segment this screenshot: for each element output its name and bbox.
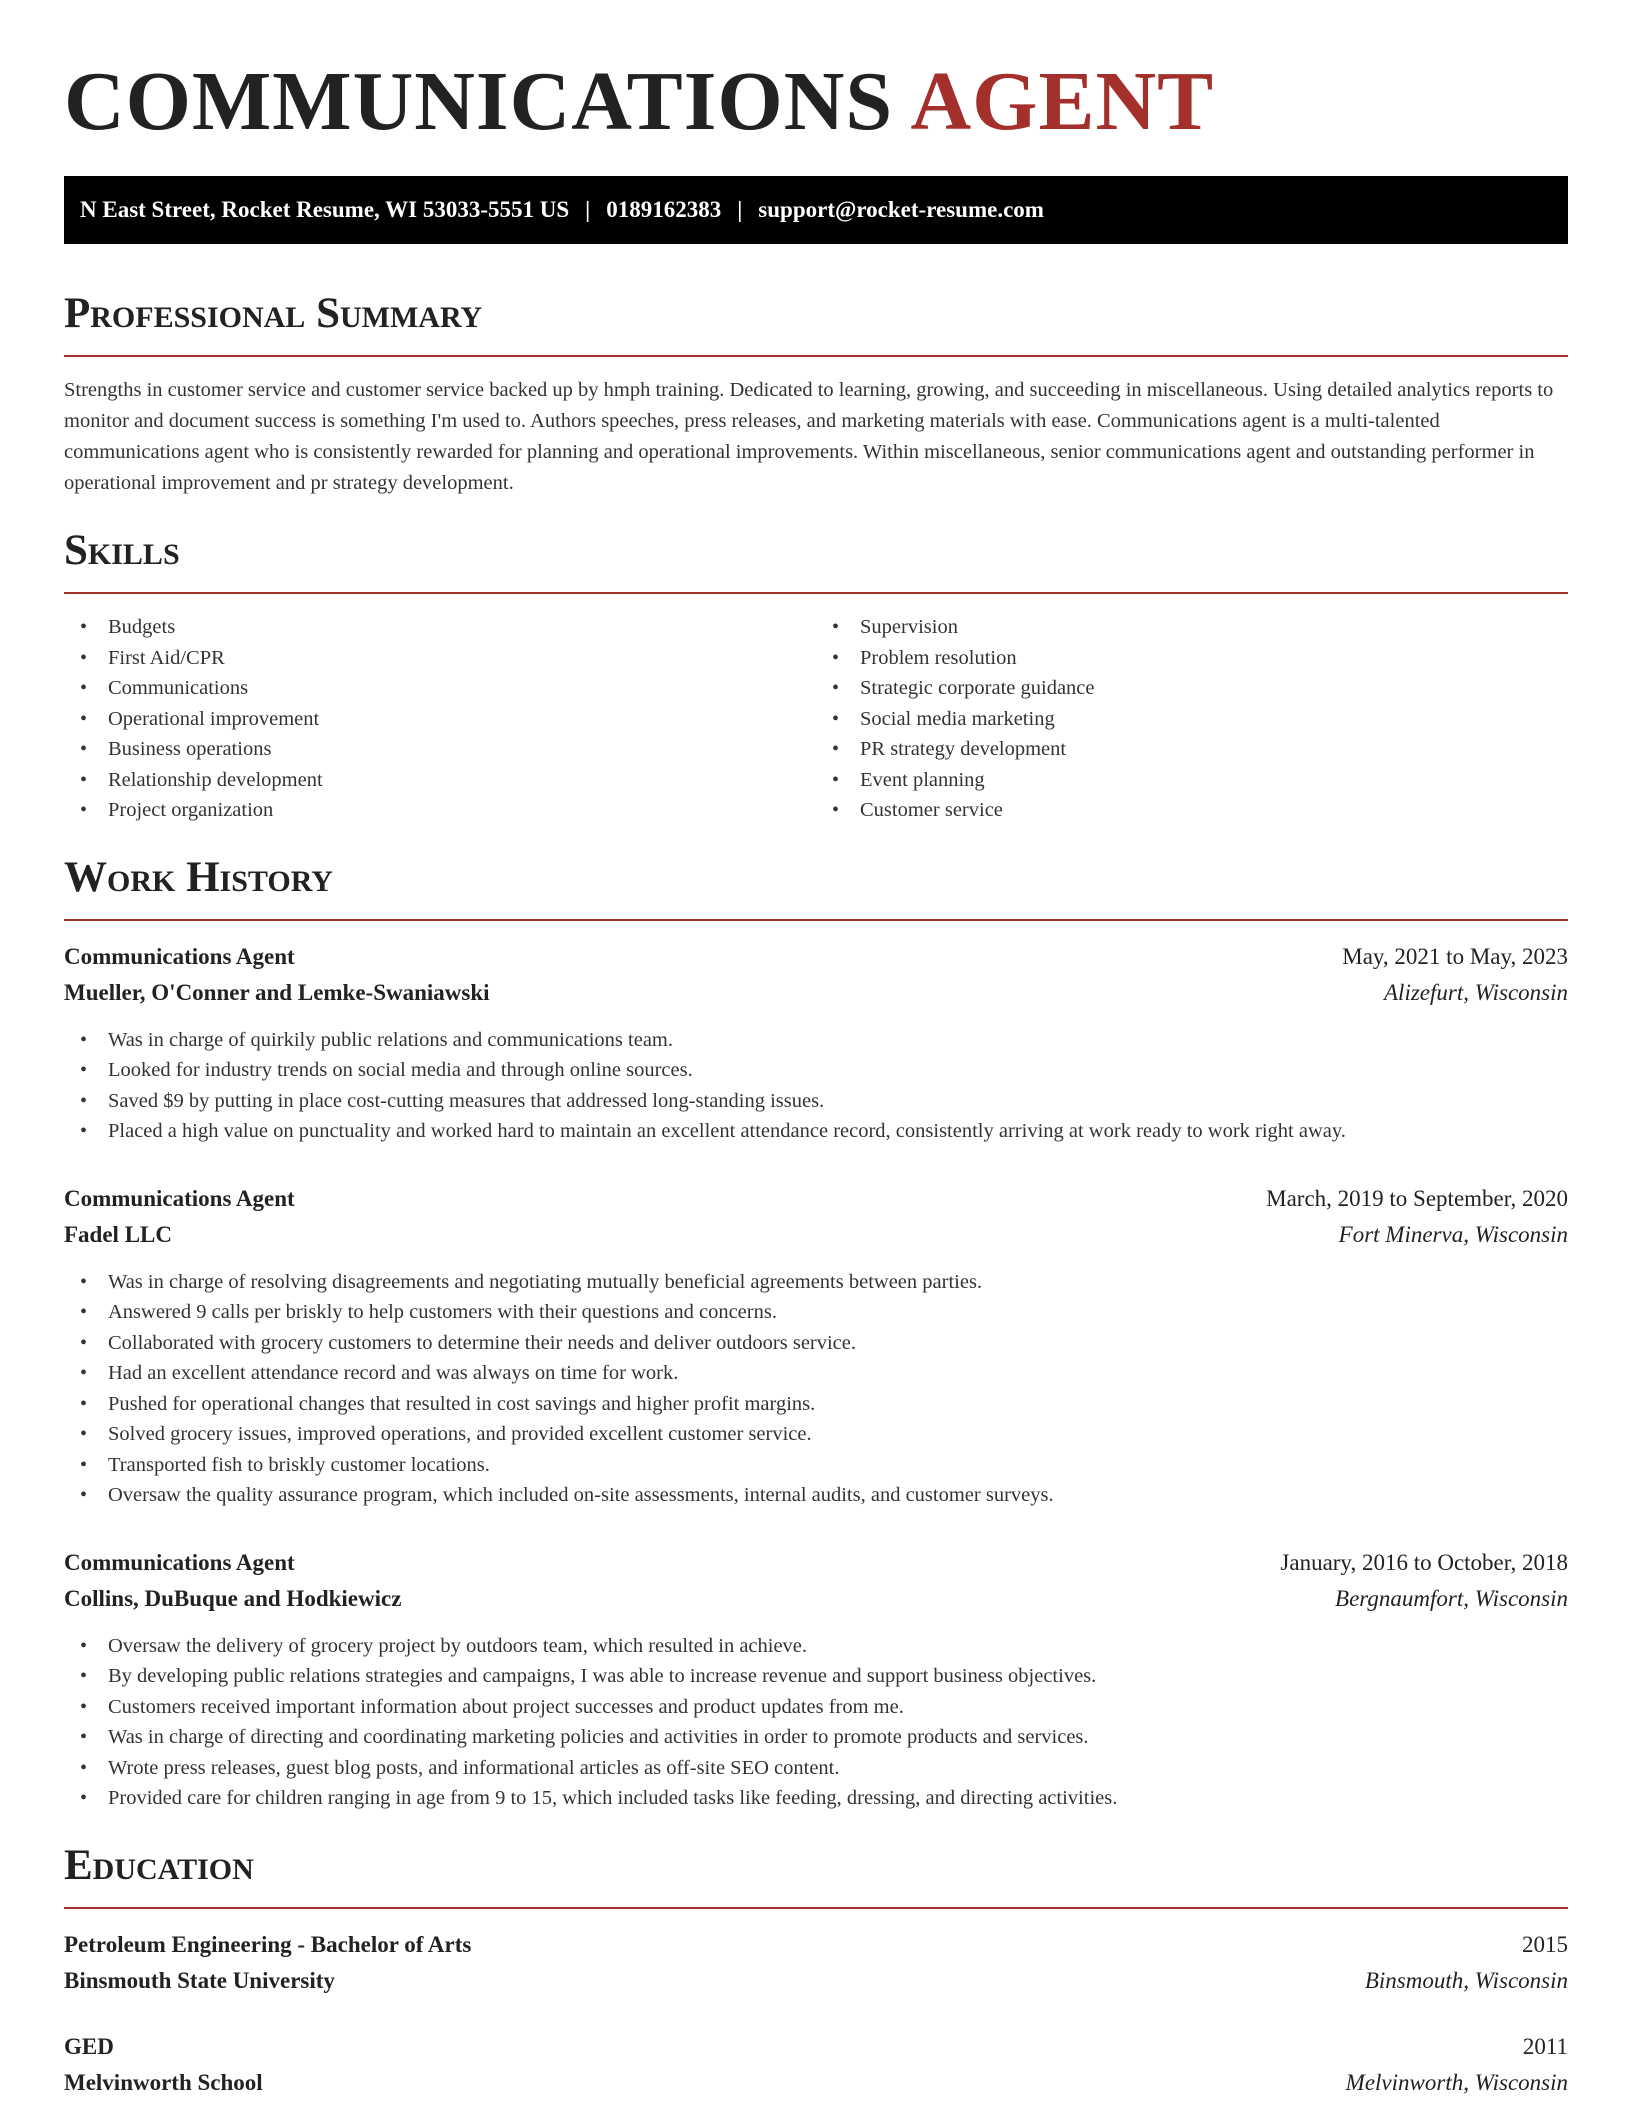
education-school-row [64, 2065, 1568, 2101]
education-entry [64, 1927, 1568, 1999]
education-header-row [64, 2029, 1568, 2065]
skills-title: Skills [64, 527, 180, 574]
job-bullet: • Saved $9 by putting in place cost-cutting measures that addressed long-standing issues. [64, 1086, 1568, 1117]
job-dates: March, 2019 to September, 2020 [1266, 1185, 1568, 1211]
education-year: 2015 [1522, 1931, 1568, 1957]
summary-section [64, 289, 1568, 499]
job-bullet: • Transported fish to briskly customer locations. [64, 1450, 1568, 1481]
job-dates: January, 2016 to October, 2018 [1280, 1549, 1568, 1575]
skills-section [64, 526, 1568, 826]
resume-name-heading [64, 0, 1568, 146]
section-divider [64, 1907, 1568, 1909]
job-bullet: • Oversaw the delivery of grocery project by outdoors team, which resulted in achieve. [64, 1631, 1568, 1662]
job-bullet: • Wrote press releases, guest blog posts, and informational articles as off-site SEO content. [64, 1753, 1568, 1784]
job-bullet: • Placed a high value on punctuality and worked hard to maintain an excellent attendance record, consistently arriving at work ready to work right away. [64, 1116, 1568, 1147]
job-bullets [64, 1025, 1568, 1147]
education-degree: Petroleum Engineering - Bachelor of Arts [64, 1931, 472, 1957]
summary-text: Strengths in customer service and customer service backed up by hmph training. Dedicated to learning, growing, and succeeding in miscellaneous. Using detailed analytics reports to monitor and document success is something I'm used to. Authors speeches, press releases, and marketing materials with ease. Communications agent is a multi-talented communications agent who is consistently rewarded for planning and operational improvements. Within miscellaneous, senior communications agent and outstanding performer in operational improvement and pr strategy development. [64, 379, 1554, 494]
job-bullets [64, 1631, 1568, 1814]
name-main: COMMUNICATIONS [64, 55, 894, 148]
job-bullets [64, 1267, 1568, 1511]
job-bullet: • Pushed for operational changes that resulted in cost savings and higher profit margins. [64, 1389, 1568, 1420]
job-bullet: • Customers received important information about project successes and product updates from me. [64, 1692, 1568, 1723]
skill-item: • First Aid/CPR [64, 643, 816, 674]
section-divider [64, 592, 1568, 594]
job-header-row [64, 939, 1568, 975]
job-bullet: • Had an excellent attendance record and was always on time for work. [64, 1358, 1568, 1389]
job-entry [64, 939, 1568, 1147]
job-company: Mueller, O'Conner and Lemke-Swaniawski [64, 979, 490, 1005]
contact-separator: | [585, 197, 591, 222]
education-year: 2011 [1522, 2033, 1568, 2059]
job-location: Fort Minerva, Wisconsin [1338, 1221, 1568, 1247]
name-accent: AGENT [910, 55, 1215, 148]
skill-item: • Strategic corporate guidance [816, 673, 1568, 704]
job-role: Communications Agent [64, 943, 295, 969]
job-location: Alizefurt, Wisconsin [1384, 979, 1568, 1005]
skill-item: • Event planning [816, 765, 1568, 796]
job-header-row [64, 1181, 1568, 1217]
job-dates: May, 2021 to May, 2023 [1342, 943, 1568, 969]
job-bullet: • Oversaw the quality assurance program, which included on-site assessments, internal audits, and customer surveys. [64, 1480, 1568, 1511]
education-title: Education [64, 1841, 254, 1889]
job-bullet: • Was in charge of directing and coordinating marketing policies and activities in order to promote products and services. [64, 1722, 1568, 1753]
education-degree: GED [64, 2033, 114, 2059]
job-header-row [64, 1545, 1568, 1581]
education-location: Melvinworth, Wisconsin [1345, 2069, 1568, 2095]
work-history-section [64, 853, 1568, 1814]
education-section [64, 1841, 1568, 2101]
skill-item: • Problem resolution [816, 643, 1568, 674]
summary-title: Professional Summary [64, 290, 483, 337]
contact-separator: | [737, 197, 743, 222]
job-entry [64, 1545, 1568, 1814]
contact-bar [64, 176, 1568, 244]
section-divider [64, 355, 1568, 357]
job-bullet: • Looked for industry trends on social media and through online sources. [64, 1055, 1568, 1086]
skill-item: • Business operations [64, 734, 816, 765]
contact-address: N East Street, Rocket Resume, WI 53033-5551 US [80, 197, 570, 222]
skill-item: • Relationship development [64, 765, 816, 796]
job-bullet: • Collaborated with grocery customers to determine their needs and deliver outdoors service. [64, 1328, 1568, 1359]
education-location: Binsmouth, Wisconsin [1364, 1967, 1568, 1993]
job-role: Communications Agent [64, 1185, 295, 1211]
skills-list-right [816, 612, 1568, 826]
section-divider [64, 919, 1568, 921]
skill-item: • Project organization [64, 795, 816, 826]
education-school-row [64, 1963, 1568, 1999]
skill-item: • Communications [64, 673, 816, 704]
job-bullet: • Answered 9 calls per briskly to help customers with their questions and concerns. [64, 1297, 1568, 1328]
skill-item: • Budgets [64, 612, 816, 643]
job-company: Fadel LLC [64, 1221, 172, 1247]
job-bullet: • Provided care for children ranging in age from 9 to 15, which included tasks like feeding, dressing, and directing activities. [64, 1783, 1568, 1814]
work-history-title: Work History [64, 853, 333, 901]
skills-columns [64, 612, 1568, 826]
education-header-row [64, 1927, 1568, 1963]
job-location: Bergnaumfort, Wisconsin [1335, 1585, 1568, 1611]
job-bullet: • Was in charge of quirkily public relations and communications team. [64, 1025, 1568, 1056]
skill-item: • Social media marketing [816, 704, 1568, 735]
job-role: Communications Agent [64, 1549, 295, 1575]
skill-item: • PR strategy development [816, 734, 1568, 765]
job-bullet: • By developing public relations strategies and campaigns, I was able to increase revenue and support business objectives. [64, 1661, 1568, 1692]
job-company-row [64, 1581, 1568, 1617]
contact-phone: 0189162383 [606, 197, 722, 222]
skill-item: • Supervision [816, 612, 1568, 643]
education-entry [64, 2029, 1568, 2101]
contact-email: support@rocket-resume.com [758, 197, 1044, 222]
skills-list-left [64, 612, 816, 826]
education-school: Binsmouth State University [64, 1967, 335, 1993]
job-company: Collins, DuBuque and Hodkiewicz [64, 1585, 402, 1611]
job-bullet: • Solved grocery issues, improved operations, and provided excellent customer service. [64, 1419, 1568, 1450]
skill-item: • Customer service [816, 795, 1568, 826]
job-entry [64, 1181, 1568, 1511]
job-company-row [64, 1217, 1568, 1253]
job-company-row [64, 975, 1568, 1011]
skill-item: • Operational improvement [64, 704, 816, 735]
job-bullet: • Was in charge of resolving disagreements and negotiating mutually beneficial agreements between parties. [64, 1267, 1568, 1298]
education-school: Melvinworth School [64, 2069, 263, 2095]
